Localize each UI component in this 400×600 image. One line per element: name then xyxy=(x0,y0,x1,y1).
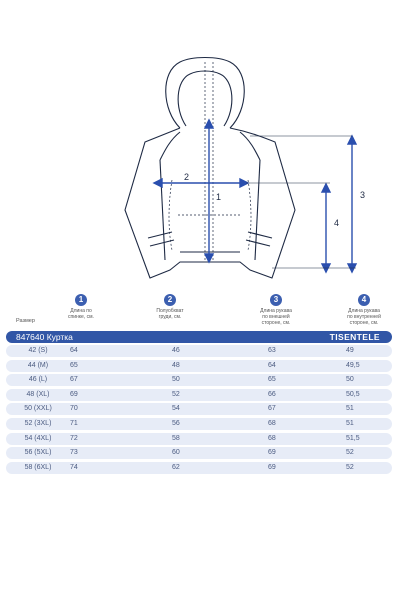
inner-sleeve-cell: 50,5 xyxy=(346,390,360,398)
measure-label-1: 1 xyxy=(216,192,222,202)
outer-sleeve-cell: 68 xyxy=(268,419,276,427)
size-cell: 52 (3XL) xyxy=(24,419,52,427)
measure-number-icon: 3 xyxy=(270,294,282,306)
table-row xyxy=(6,360,392,372)
inner-sleeve-cell: 52 xyxy=(346,463,354,471)
outer-sleeve-cell: 64 xyxy=(268,361,276,369)
size-cell: 58 (6XL) xyxy=(24,463,52,471)
table-row xyxy=(6,374,392,386)
inner-sleeve-cell: 49 xyxy=(346,347,354,354)
column-header-back-length: 1 Длина по спинке, см. xyxy=(68,295,94,320)
outer-sleeve-cell: 67 xyxy=(268,405,276,413)
back-length-cell: 74 xyxy=(70,463,78,471)
size-column-header: Размер xyxy=(16,318,35,324)
size-table-rows xyxy=(6,345,392,476)
size-table-header xyxy=(0,294,400,330)
guide-lines xyxy=(246,136,356,268)
half-chest-cell: 48 xyxy=(172,361,180,369)
table-row xyxy=(6,433,392,445)
outer-sleeve-cell: 63 xyxy=(268,347,276,354)
outer-sleeve-cell: 69 xyxy=(268,463,276,471)
outer-sleeve-cell: 69 xyxy=(268,449,276,457)
jacket-outline xyxy=(125,58,295,279)
half-chest-cell: 62 xyxy=(172,463,180,471)
table-row xyxy=(6,403,392,415)
product-bar xyxy=(6,331,392,343)
size-cell: 56 (5XL) xyxy=(24,449,52,457)
back-length-cell: 72 xyxy=(70,434,78,442)
measure-number-icon: 2 xyxy=(164,294,176,306)
size-cell: 42 (S) xyxy=(28,347,48,354)
inner-sleeve-cell: 52 xyxy=(346,449,354,457)
inner-sleeve-cell: 50 xyxy=(346,376,354,384)
brand-name: TISENTELE xyxy=(329,332,380,342)
product-code: 847640 Куртка xyxy=(16,332,73,342)
half-chest-cell: 60 xyxy=(172,449,180,457)
inner-sleeve-cell: 51,5 xyxy=(346,434,360,442)
inner-sleeve-cell: 49,5 xyxy=(346,361,360,369)
back-length-cell: 65 xyxy=(70,361,78,369)
half-chest-cell: 50 xyxy=(172,376,180,384)
half-chest-cell: 52 xyxy=(172,390,180,398)
size-cell: 44 (M) xyxy=(27,361,49,369)
half-chest-cell: 54 xyxy=(172,405,180,413)
table-row xyxy=(6,345,392,357)
size-cell: 48 (XL) xyxy=(26,390,50,398)
half-chest-cell: 56 xyxy=(172,419,180,427)
size-cell: 54 (4XL) xyxy=(24,434,52,442)
size-cell: 46 (L) xyxy=(28,376,48,384)
jacket-stitching xyxy=(169,62,251,262)
back-length-cell: 73 xyxy=(70,449,78,457)
back-length-cell: 67 xyxy=(70,376,78,384)
table-row xyxy=(6,389,392,401)
column-header-inner-sleeve: 4 Длина рукава по внутренней стороне, см. xyxy=(347,295,381,326)
back-length-cell: 64 xyxy=(70,347,78,354)
inner-sleeve-cell: 51 xyxy=(346,405,354,413)
size-cell: 50 (XXL) xyxy=(24,405,52,413)
column-header-outer-sleeve: 3 Длина рукава по внешней стороне, см. xyxy=(260,295,292,326)
measure-number-icon: 1 xyxy=(75,294,87,306)
table-row xyxy=(6,462,392,474)
measure-number-icon: 4 xyxy=(358,294,370,306)
measure-label-3: 3 xyxy=(360,190,366,200)
inner-sleeve-cell: 51 xyxy=(346,419,354,427)
column-header-half-chest: 2 Полуобхват груди, см. xyxy=(156,295,184,320)
outer-sleeve-cell: 68 xyxy=(268,434,276,442)
measure-label-2: 2 xyxy=(184,172,190,182)
jacket-sketch xyxy=(0,0,400,290)
outer-sleeve-cell: 66 xyxy=(268,390,276,398)
outer-sleeve-cell: 65 xyxy=(268,376,276,384)
table-row xyxy=(6,418,392,430)
back-length-cell: 70 xyxy=(70,405,78,413)
measure-label-4: 4 xyxy=(334,218,340,228)
table-row xyxy=(6,447,392,459)
back-length-cell: 69 xyxy=(70,390,78,398)
half-chest-cell: 58 xyxy=(172,434,180,442)
half-chest-cell: 46 xyxy=(172,347,180,354)
back-length-cell: 71 xyxy=(70,419,78,427)
